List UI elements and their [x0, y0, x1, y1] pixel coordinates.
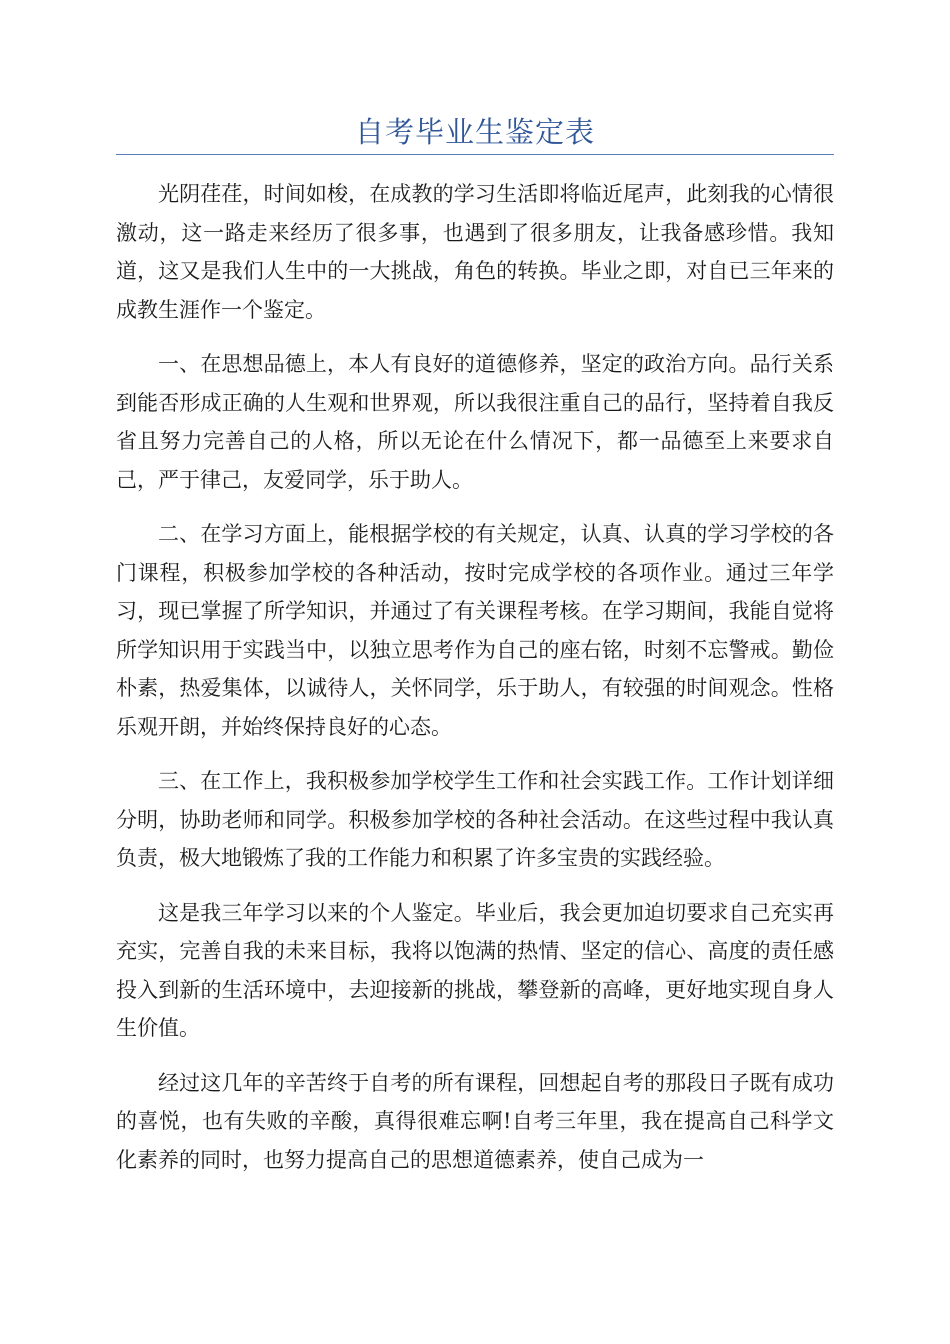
paragraph-ideology: 一、在思想品德上，本人有良好的道德修养，坚定的政治方向。品行关系到能否形成正确的人生观和世界观，所以我很注重自己的品行，坚持着自我反省且努力完善自己的人格，所以无论在什么情况下，都一品德至上来要求自己，严于律己，友爱同学，乐于助人。 [116, 352, 834, 492]
paragraph-work: 三、在工作上，我积极参加学校学生工作和社会实践工作。工作计划详细分明，协助老师和同学。积极参加学校的各种社会活动。在这些过程中我认真负责，极大地锻炼了我的工作能力和积累了许多宝贵的实践经验。 [116, 769, 834, 870]
paragraph-study: 二、在学习方面上，能根据学校的有关规定，认真、认真的学习学校的各门课程，积极参加学校的各种活动，按时完成学校的各项作业。通过三年学习，现已掌握了所学知识，并通过了有关课程考核。在学习期间，我能自觉将所学知识用于实践当中，以独立思考作为自己的座右铭，时刻不忘警戒。勤俭朴素，热爱集体，以诚待人，关怀同学，乐于助人，有较强的时间观念。性格乐观开朗，并始终保持良好的心态。 [116, 522, 834, 739]
document-title: 自考毕业生鉴定表 [354, 115, 595, 149]
paragraph-intro: 光阴荏荏，时间如梭，在成教的学习生活即将临近尾声，此刻我的心情很激动，这一路走来经历了很多事，也遇到了很多朋友，让我备感珍惜。我知道，这又是我们人生中的一大挑战，角色的转换。毕业之即，对自已三年来的成教生涯作一个鉴定。 [116, 182, 834, 322]
paragraph-reflection: 经过这几年的辛苦终于自考的所有课程，回想起自考的那段日子既有成功的喜悦，也有失败的辛酸，真得很难忘啊!自考三年里，我在提高自己科学文化素养的同时，也努力提高自己的思想道德素养，使自己成为一 [116, 1070, 834, 1172]
paragraph-summary: 这是我三年学习以来的个人鉴定。毕业后，我会更加迫切要求自己充实再充实，完善自我的未来目标，我将以饱满的热情、坚定的信心、高度的责任感投入到新的生活环境中，去迎接新的挑战，攀登新的高峰，更好地实现自身人生价值。 [116, 900, 834, 1040]
document-body [116, 175, 834, 1195]
title-underline [116, 154, 834, 155]
